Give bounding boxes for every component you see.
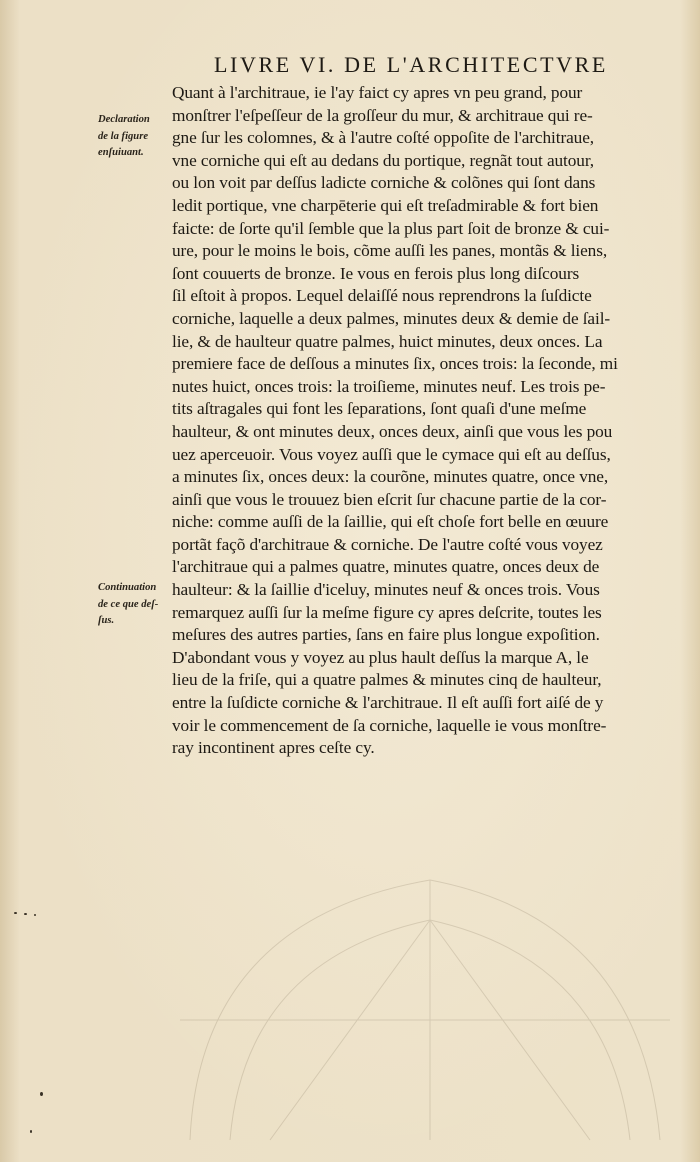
text-line: monſtrer l'eſpeſſeur de la groſſeur du mur, & architraue qui re-	[172, 105, 593, 125]
margin-note-line: de la figure	[98, 130, 149, 142]
text-line: D'abondant vous y voyez au plus hault deſſus la marque A, le	[172, 647, 589, 667]
text-line: haulteur, & ont minutes deux, onces deux, ainſi que vous les pou	[172, 421, 613, 441]
text-line: l'architraue qui a palmes quatre, minutes quatre, onces deux de	[172, 557, 600, 577]
text-line: vne corniche qui eſt au dedans du portique, regnãt tout autour,	[172, 150, 595, 170]
ink-speck	[40, 1092, 43, 1096]
text-line: ray incontinent apres ceſte cy.	[172, 738, 375, 758]
margin-note-line: de ce que deſ-	[98, 598, 159, 610]
text-line: ledit portique, vne charpēterie qui eſt treſadmirable & fort bien	[172, 195, 599, 215]
margin-note-line: Continuation	[98, 582, 157, 593]
text-line: premiere face de deſſous a minutes ſix, onces trois: la ſeconde, mi	[172, 354, 618, 374]
show-through-figure	[0, 720, 700, 1160]
text-line: Quant à l'architraue, ie l'ay faict cy apres vn peu grand, pour	[172, 83, 583, 102]
text-line: ainſi que vous le trouuez bien eſcrit ſur chacune partie de la cor-	[172, 489, 607, 509]
text-line: faicte: de ſorte qu'il ſemble que la plus part ſoit de bronze & cui-	[172, 218, 610, 238]
text-line: nutes huict, onces trois: la troiſieme, minutes neuf. Les trois pe-	[172, 376, 606, 396]
margin-note-declaration	[98, 112, 178, 162]
ink-speck	[30, 1130, 32, 1133]
margin-note-line: ſus.	[98, 615, 115, 626]
text-line: entre la ſuſdicte corniche & l'architraue. Il eſt auſſi fort aiſé de y	[172, 693, 604, 713]
text-line: voir le commencement de ſa corniche, laquelle ie vous monſtre-	[172, 715, 607, 735]
ink-speck	[14, 912, 17, 914]
text-line: niche: comme auſſi de la ſaillie, qui eſt choſe fort belle en œuure	[172, 512, 609, 532]
margin-note-line: Declaration	[98, 114, 150, 125]
text-line: lie, & de haulteur quatre palmes, huict minutes, deux onces. La	[172, 331, 603, 351]
text-line: a minutes ſix, onces deux: la courõne, minutes quatre, once vne,	[172, 467, 609, 487]
text-line: lieu de la friſe, qui a quatre palmes & minutes cinq de haulteur,	[172, 670, 602, 690]
margin-note-continuation	[98, 580, 178, 630]
ink-speck	[34, 914, 36, 916]
margin-note-line: enſuiuant.	[98, 147, 144, 158]
text-line: tits aſtragales qui font les ſeparations, ſont quaſi d'une meſme	[172, 399, 587, 419]
text-line: corniche, laquelle a deux palmes, minutes deux & demie de ſail-	[172, 308, 611, 328]
text-line: gne ſur les colomnes, & à l'autre coſté oppoſite de l'architraue,	[172, 128, 595, 148]
text-line: haulteur: & la ſaillie d'iceluy, minutes neuf & onces trois. Vous	[172, 580, 600, 600]
text-line: portãt façõ d'architraue & corniche. De l'autre coſté vous voyez	[172, 534, 603, 554]
text-line: ſont couuerts de bronze. Ie vous en ferois plus long diſcours	[172, 263, 580, 283]
text-line: remarquez auſſi ſur la meſme figure cy apres deſcrite, toutes les	[172, 602, 602, 622]
body-paragraph	[172, 82, 680, 760]
text-line: uez aperceuoir. Vous voyez auſſi que le cymace qui eſt au deſſus,	[172, 444, 611, 464]
text-line: meſures des autres parties, ſans en faire plus longue expoſition.	[172, 625, 600, 645]
text-line: ou lon voit par deſſus ladicte corniche & colõnes qui ſont dans	[172, 173, 596, 193]
text-line: ure, pour le moins le bois, cõme auſſi les panes, montãs & liens,	[172, 241, 608, 261]
text-line: ſil eſtoit à propos. Lequel delaiſſé nous reprendrons la ſuſdicte	[172, 286, 592, 306]
running-header: LIVRE VI. DE L'ARCHITECTVRE	[214, 52, 608, 77]
ink-speck	[24, 913, 27, 915]
